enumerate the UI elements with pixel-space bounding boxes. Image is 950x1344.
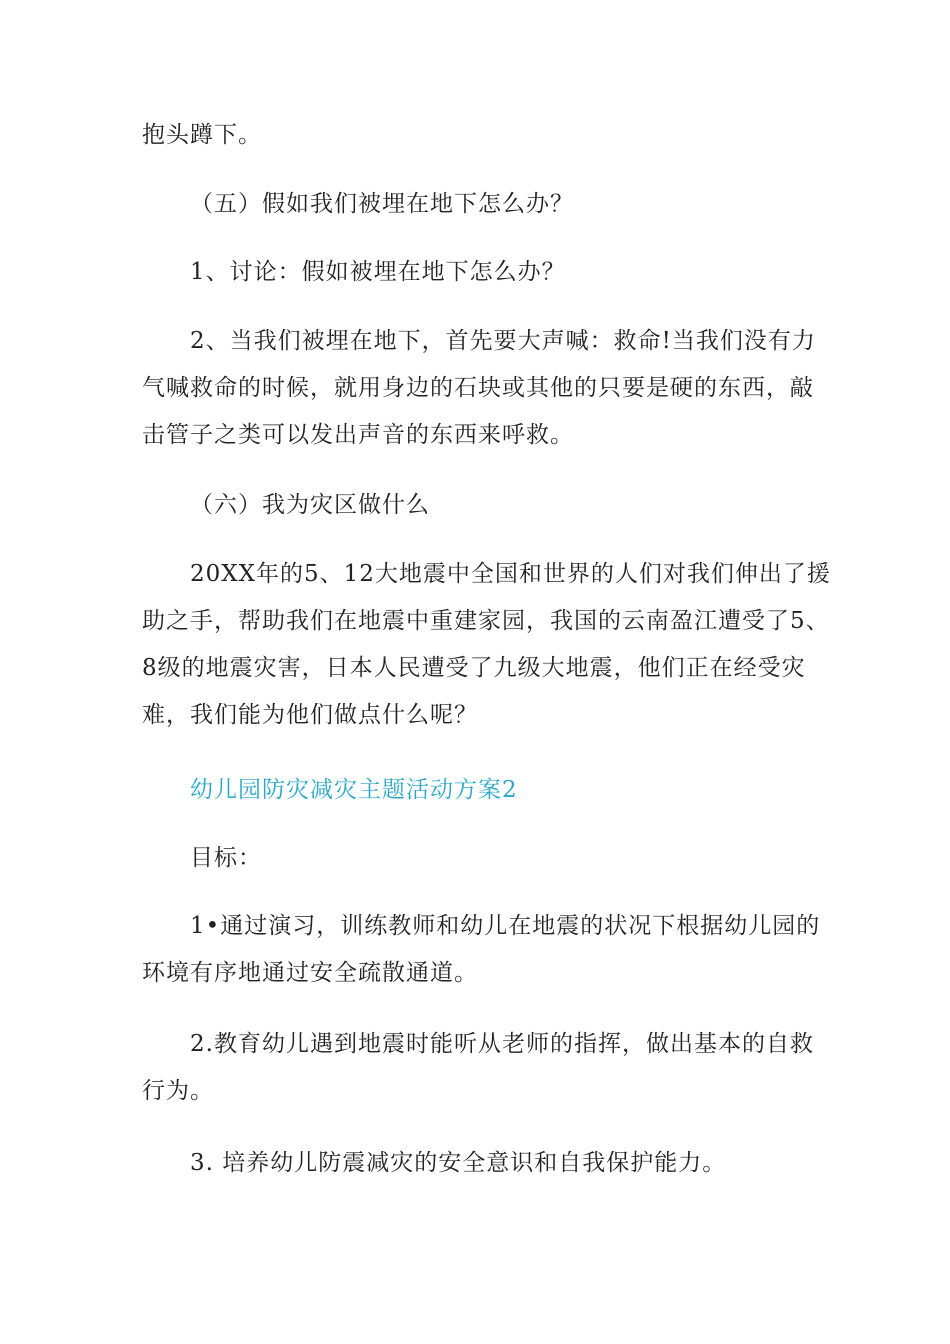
earthquake-paragraph xyxy=(142,551,831,739)
text-line: 幼儿园防灾减灾主题活动方案2 xyxy=(190,777,518,803)
discussion-item xyxy=(142,249,802,296)
text-line: 3. 培养幼儿防震减灾的安全意识和自我保护能力。 xyxy=(190,1150,727,1176)
text-line: 击管子之类可以发出声音的东西来呼救。 xyxy=(142,422,574,448)
text-line: 2.教育幼儿遇到地震时能听从老师的指挥，做出基本的自救 xyxy=(190,1031,814,1057)
text-line: （六）我为灾区做什么 xyxy=(190,492,430,518)
text-line: 目标： xyxy=(190,845,262,871)
text-line: （五）假如我们被埋在地下怎么办？ xyxy=(190,191,574,217)
text-line: 环境有序地通过安全疏散通道。 xyxy=(142,960,478,986)
text-line: 1、讨论：假如被埋在地下怎么办？ xyxy=(190,259,566,285)
goals-label xyxy=(142,835,802,882)
text-line: 助之手，帮助我们在地震中重建家园，我国的云南盈江遭受了5、 xyxy=(142,608,830,634)
text-line: 1•通过演习，训练教师和幼儿在地震的状况下根据幼儿园的 xyxy=(190,913,821,939)
paragraph-tail xyxy=(142,112,802,159)
text-line: 20XX年的5、12大地震中全国和世界的人们对我们伸出了援 xyxy=(190,561,831,587)
goal-item-1 xyxy=(142,903,821,997)
text-line: 2、当我们被埋在地下，首先要大声喊：救命!当我们没有力 xyxy=(190,328,816,354)
rescue-paragraph xyxy=(142,318,816,459)
text-line: 气喊救命的时候，就用身边的石块或其他的只要是硬的东西，敲 xyxy=(142,375,814,401)
section-six-title xyxy=(142,482,802,529)
text-line: 抱头蹲下。 xyxy=(142,122,262,148)
plan-heading xyxy=(142,767,802,814)
goal-item-2 xyxy=(142,1021,814,1115)
text-line: 行为。 xyxy=(142,1078,214,1104)
text-line: 难，我们能为他们做点什么呢？ xyxy=(142,702,478,728)
text-line: 8级的地震灾害，日本人民遭受了九级大地震，他们正在经受灾 xyxy=(142,655,806,681)
goal-item-3 xyxy=(142,1140,802,1187)
section-five-title xyxy=(142,181,802,228)
